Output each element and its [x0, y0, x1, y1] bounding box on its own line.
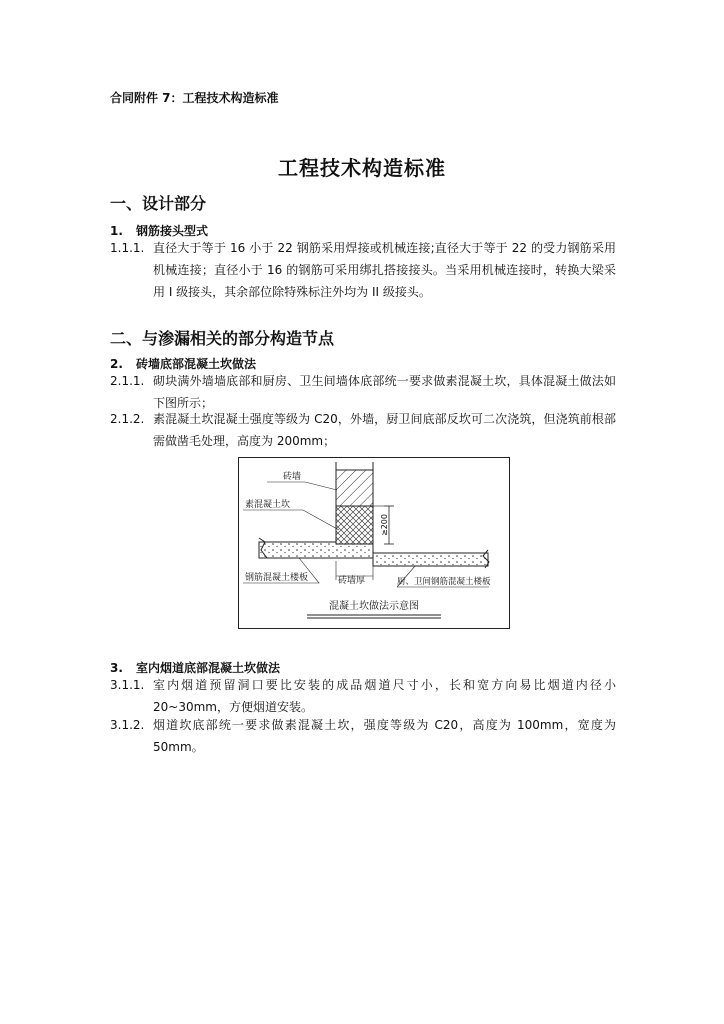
label-wall-thickness: 砖墙厚: [338, 576, 366, 586]
rc-slab-left: [259, 542, 373, 558]
attachment-label: 合同附件 7：工程技术构造标准: [110, 91, 279, 105]
curb-diagram-drawing: [239, 458, 509, 628]
clause-number: 2.1.1.: [110, 374, 145, 388]
clause-3-1-2: [110, 714, 616, 758]
document-title: 工程技术构造标准: [278, 156, 446, 180]
clause-1-1-1: [110, 237, 616, 303]
label-dimension: ≥200: [380, 514, 389, 536]
clause-number: 3.1.1.: [110, 678, 145, 692]
curb-diagram: [238, 457, 510, 629]
figure-caption: 混凝土坎做法示意图: [329, 601, 419, 612]
clause-text: 室内烟道预留洞口要比安装的成品烟道尺寸小，长和宽方向易比烟道内径小 20~30mm，方便烟道安装。: [153, 678, 616, 714]
clause-number: 3.1.2.: [110, 718, 145, 732]
subsection-title: 砖墙底部混凝土坎做法: [136, 357, 257, 371]
section-heading-leakage: 二、与渗漏相关的部分构造节点: [110, 329, 335, 348]
label-plain-concrete-curb: 素混凝土坎: [245, 500, 291, 510]
label-rc-slab: 钢筋混凝土楼板: [245, 573, 309, 583]
clause-text: 素混凝土坎混凝土强度等级为 C20，外墙，厨卫间底部反坎可二次浇筑，但浇筑前根部需做凿毛处理，高度为 200mm；: [153, 412, 616, 448]
concrete-curb-shape: [336, 506, 373, 544]
clause-text: 砌块满外墙墙底部和厨房、卫生间墙体底部统一要求做素混凝土坎，具体混凝土做法如下图所示；: [153, 374, 616, 410]
label-brick-wall: 砖墙: [283, 472, 302, 482]
section-heading-design: 一、设计部分: [110, 194, 207, 213]
clause-text: 烟道坎底部统一要求做素混凝土坎，强度等级为 C20，高度为 100mm，宽度为 50mm。: [153, 718, 616, 754]
subsection-number: 3.: [110, 661, 123, 675]
brick-wall-shape: [336, 470, 373, 506]
subsection-title: 室内烟道底部混凝土坎做法: [136, 661, 281, 675]
rc-slab-right: [373, 553, 488, 566]
label-kitchen-bath-slab: 厨、卫间钢筋混凝土楼板: [397, 577, 491, 587]
clause-text: 直径大于等于 16 小于 22 钢筋采用焊接或机械连接;直径大于等于 22 的受力钢筋采用机械连接；直径小于 16 的钢筋可采用绑扎搭接接头。当采用机械连接时，转换大梁采用 I 级接头，其余部位除特殊标注外均为 II 级接头。: [153, 241, 616, 299]
clause-2-1-2: [110, 408, 616, 452]
subsection-number: 2.: [110, 357, 123, 371]
clause-number: 1.1.1.: [110, 241, 145, 255]
clause-number: 2.1.2.: [110, 412, 145, 426]
clause-3-1-1: [110, 674, 616, 718]
subsection-number: 1.: [110, 224, 123, 238]
subsection-title: 钢筋接头型式: [136, 224, 209, 238]
